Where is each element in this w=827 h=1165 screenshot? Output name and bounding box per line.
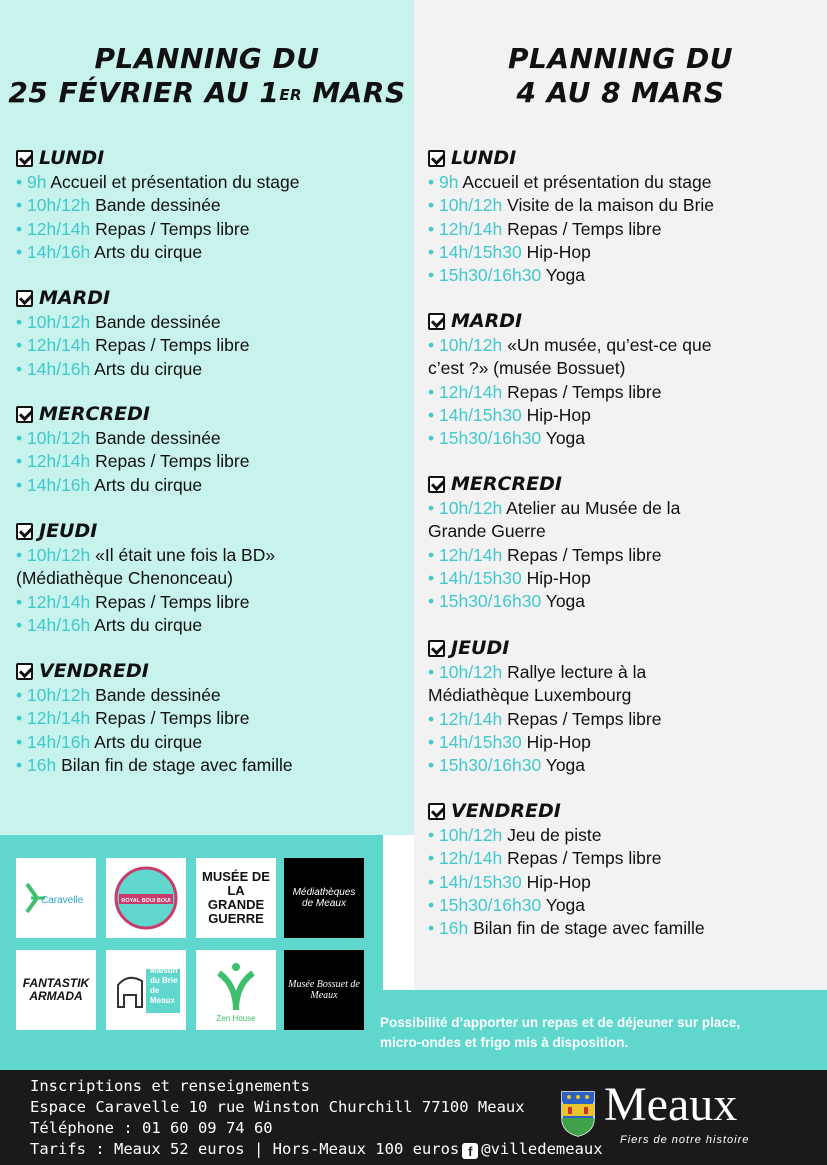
schedule-item [16,544,316,591]
schedule-item [428,894,818,917]
day-name: MERCREDI [39,403,150,425]
day-header [16,287,406,309]
schedule-item [428,590,818,613]
bullet-icon: • [16,614,27,635]
bullet-icon: • [16,474,27,495]
logo-bossuet-text: Musée Bossuet de Meaux [288,979,360,1001]
left-day-vendredi [16,660,406,777]
schedule-item [428,917,818,940]
note-line1: Possibilité d’apporter un repas et de déjeuner sur place, [380,1015,741,1030]
bullet-icon: • [428,544,439,565]
day-header [16,147,406,169]
bullet-icon: • [16,241,27,262]
activity: Arts du cirque [94,358,203,379]
schedule-item [428,218,818,241]
schedule-item [428,194,818,217]
time: 10h/12h [27,545,91,565]
day-header [428,800,818,822]
bullet-icon: • [428,172,439,192]
time: 10h/12h [27,428,91,448]
time: 14h/15h30 [439,731,522,752]
bullet-icon: • [428,404,439,425]
schedule-item [16,241,406,264]
bullet-icon: • [428,848,439,869]
time: 10h/12h [439,335,503,355]
bullet-icon: • [16,428,27,448]
day-header [16,403,406,425]
checkbox-icon [16,523,33,540]
time: 15h30/16h30 [439,755,542,776]
footer-line1: Inscriptions et renseignements [30,1077,310,1095]
time: 14h/16h [27,474,91,495]
day-header [16,660,406,682]
bullet-icon: • [428,662,439,682]
left-title-line1: PLANNING DU [94,42,320,75]
activity: Repas / Temps libre [507,544,662,565]
bullet-icon: • [16,685,27,705]
schedule-item [428,871,818,894]
time: 10h/12h [27,685,91,705]
right-title [414,42,827,110]
bullet-icon: • [16,708,27,729]
right-day-vendredi [428,800,818,940]
bullet-icon: • [428,241,439,262]
checkbox-icon [428,150,445,167]
time: 12h/14h [27,591,91,612]
right-day-mercredi [428,473,818,613]
day-name: JEUDI [451,637,510,659]
day-header [428,473,818,495]
left-title-sup: ER [279,86,303,104]
day-name: MARDI [451,310,523,332]
time: 15h30/16h30 [439,894,542,915]
bullet-icon: • [428,195,439,216]
schedule-item [16,614,406,637]
time: 14h/15h30 [439,871,522,892]
schedule-item [16,591,406,614]
schedule-item [16,311,406,334]
bullet-icon: • [428,894,439,915]
bullet-icon: • [428,335,439,355]
meaux-tagline: Fiers de notre histoire [620,1134,750,1146]
time: 14h/15h30 [439,567,522,588]
schedule-item [16,474,406,497]
schedule-item [428,427,818,450]
activity: Repas / Temps libre [95,451,250,472]
activity: Rallye lecture à la Médiathèque Luxembourg [428,662,647,706]
bullet-icon: • [428,591,439,612]
activity: Bilan fin de stage avec famille [61,754,293,775]
schedule-item [428,264,818,287]
checkbox-icon [16,150,33,167]
schedule-item [428,404,818,427]
activity: Repas / Temps libre [95,591,250,612]
time: 12h/14h [27,335,91,356]
schedule-item [16,707,406,730]
bullet-icon: • [428,428,439,449]
bullet-icon: • [16,172,27,192]
activity: Yoga [545,428,586,449]
bullet-icon: • [16,591,27,612]
left-day-lundi [16,147,406,264]
activity: Repas / Temps libre [95,218,250,239]
left-title-line2 [0,76,414,110]
schedule-item [16,754,406,777]
activity: Hip-Hop [526,404,591,425]
activity: Accueil et présentation du stage [50,172,300,192]
schedule-item [428,847,818,870]
bullet-icon: • [428,498,439,518]
bullet-icon: • [16,451,27,472]
schedule-item [16,334,406,357]
day-name: VENDREDI [39,660,149,682]
schedule-item [16,427,406,450]
right-title-line2: 4 AU 8 MARS [516,76,725,109]
activity: Hip-Hop [526,241,591,262]
logo-maison-du-brie [106,950,186,1030]
schedule-item [428,241,818,264]
time: 16h [27,754,57,775]
bullet-icon: • [16,312,27,332]
schedule-item [428,754,818,777]
activity: Repas / Temps libre [507,218,662,239]
royal-boui-boui-logo-icon [111,863,181,933]
activity: Bande dessinée [95,312,221,332]
schedule-item [428,334,728,381]
time: 14h/16h [27,731,91,752]
time: 15h30/16h30 [439,265,542,286]
activity: Bande dessinée [95,685,221,705]
bullet-icon: • [428,708,439,729]
day-name: MERCREDI [451,473,562,495]
right-day-lundi [428,147,818,287]
logo-zen-house [196,950,276,1030]
left-day-jeudi [16,520,406,637]
activity: Accueil et présentation du stage [462,172,712,192]
activity: Arts du cirque [94,731,203,752]
activity: Arts du cirque [94,614,203,635]
caravelle-logo-icon [21,878,91,918]
schedule-item [428,544,818,567]
time: 12h/14h [27,218,91,239]
logo-fantastik-text: FANTASTIK ARMADA [22,976,90,1003]
day-header [428,147,818,169]
logo-caravelle-text: Caravelle [41,895,84,906]
schedule-item [428,731,818,754]
logo-fantastik-armada [16,950,96,1030]
bullet-icon: • [428,825,439,845]
bullet-icon: • [428,731,439,752]
bullet-icon: • [428,918,439,939]
time: 10h/12h [439,498,503,518]
activity: Hip-Hop [526,871,591,892]
time: 9h [27,172,47,192]
checkbox-icon [428,476,445,493]
activity: Visite de la maison du Brie [507,195,715,216]
activity: Atelier au Musée de la Grande Guerre [428,498,681,542]
time: 12h/14h [439,848,503,869]
right-day-jeudi [428,637,818,777]
logo-mediatheques-text: Médiathèques de Meaux [292,887,356,909]
logo-royal-text: ROYAL BOUI BOUI [121,898,171,904]
activity: Yoga [545,591,586,612]
day-header [428,310,818,332]
footer-info [30,1076,603,1160]
footer-line3: Téléphone : 01 60 09 74 60 [30,1119,273,1137]
schedule-item [428,661,713,708]
activity: «Un musée, qu’est-ce que c’est ?» (musée Bossuet) [428,335,712,379]
day-name: MARDI [39,287,111,309]
logo-musee-grande-guerre [196,858,276,938]
social-handle[interactable]: @villedemeaux [481,1140,603,1158]
checkbox-icon [428,640,445,657]
activity: Repas / Temps libre [507,848,662,869]
time: 15h30/16h30 [439,591,542,612]
time: 12h/14h [27,708,91,729]
day-header [16,520,406,542]
activity: Bilan fin de stage avec famille [473,918,705,939]
time: 14h/15h30 [439,241,522,262]
schedule-item [428,567,818,590]
logo-caravelle [16,858,96,938]
time: 9h [439,172,459,192]
day-name: LUNDI [39,147,105,169]
day-name: LUNDI [451,147,517,169]
right-day-mardi [428,310,818,450]
bullet-icon: • [428,567,439,588]
schedule-item [16,171,406,194]
activity: Yoga [545,755,586,776]
activity: Jeu de piste [507,825,602,845]
bullet-icon: • [16,754,27,775]
bullet-icon: • [16,335,27,356]
bullet-icon: • [16,358,27,379]
schedule-item [16,684,406,707]
checkbox-icon [16,406,33,423]
time: 10h/12h [439,195,503,216]
logo-royal-boui-boui [106,858,186,938]
activity: Bande dessinée [95,428,221,448]
meaux-wordmark: Meaux [604,1078,738,1131]
activity: Hip-Hop [526,731,591,752]
schedule-item [428,171,818,194]
bullet-icon: • [428,218,439,239]
activity: «Il était une fois la BD» (Médiathèque Chenonceau) [16,545,276,589]
activity: Bande dessinée [95,195,221,216]
bullet-icon: • [428,381,439,402]
schedule-item [16,450,406,473]
checkbox-icon [428,803,445,820]
time: 10h/12h [27,312,91,332]
right-title-line1: PLANNING DU [508,42,733,75]
activity: Yoga [545,265,586,286]
logo-maison-text: Maison du Brie de Meaux [150,966,178,1005]
schedule-item [16,194,406,217]
checkbox-icon [16,663,33,680]
time: 14h/15h30 [439,404,522,425]
time: 16h [439,918,469,939]
day-name: JEUDI [39,520,98,542]
activity: Arts du cirque [94,474,203,495]
left-title [0,42,414,110]
pricing: Tarifs : Meaux 52 euros | Hors-Meaux 100 euros [30,1140,460,1158]
left-day-mercredi [16,403,406,497]
time: 14h/16h [27,358,91,379]
activity: Repas / Temps libre [95,708,250,729]
time: 14h/16h [27,614,91,635]
activity: Yoga [545,894,586,915]
schedule-item [16,218,406,241]
schedule-item [16,731,406,754]
bullet-icon: • [428,871,439,892]
bullet-icon: • [428,755,439,776]
schedule-item [428,381,818,404]
note-line2: micro-ondes et frigo mis à disposition. [380,1035,629,1050]
time: 12h/14h [439,544,503,565]
activity: Repas / Temps libre [507,708,662,729]
time: 14h/16h [27,241,91,262]
schedule-item [428,708,818,731]
left-day-mardi [16,287,406,381]
time: 10h/12h [439,662,503,682]
meal-note [380,1013,820,1053]
time: 12h/14h [439,381,503,402]
activity: Repas / Temps libre [507,381,662,402]
time: 12h/14h [439,218,503,239]
checkbox-icon [16,290,33,307]
time: 10h/12h [27,195,91,216]
activity: Repas / Temps libre [95,335,250,356]
left-title-line2a: 25 FÉVRIER AU 1 [8,76,280,109]
bullet-icon: • [16,195,27,216]
bullet-icon: • [16,731,27,752]
logo-zen-text: Zen House [216,1014,256,1023]
time: 12h/14h [439,708,503,729]
logo-mediatheques [284,858,364,938]
time: 10h/12h [439,825,503,845]
bullet-icon: • [428,265,439,286]
schedule-item [16,358,406,381]
logo-musee-text: MUSÉE DE LA GRANDE GUERRE [202,869,270,926]
day-header [428,637,818,659]
day-name: VENDREDI [451,800,561,822]
bullet-icon: • [16,218,27,239]
bullet-icon: • [16,545,27,565]
checkbox-icon [428,313,445,330]
zen-house-logo-icon [201,955,271,1025]
activity: Arts du cirque [94,241,203,262]
activity: Hip-Hop [526,567,591,588]
schedule-item [428,824,818,847]
meaux-brand [560,1078,805,1154]
time: 15h30/16h30 [439,428,542,449]
footer-line4 [30,1139,603,1160]
left-title-line2b: MARS [302,76,406,109]
time: 12h/14h [27,451,91,472]
meaux-shield-icon [560,1090,596,1138]
facebook-icon[interactable]: f [462,1143,478,1159]
logo-musee-bossuet [284,950,364,1030]
footer-line2: Espace Caravelle 10 rue Winston Churchill 77100 Meaux [30,1098,525,1116]
schedule-item [428,497,718,544]
